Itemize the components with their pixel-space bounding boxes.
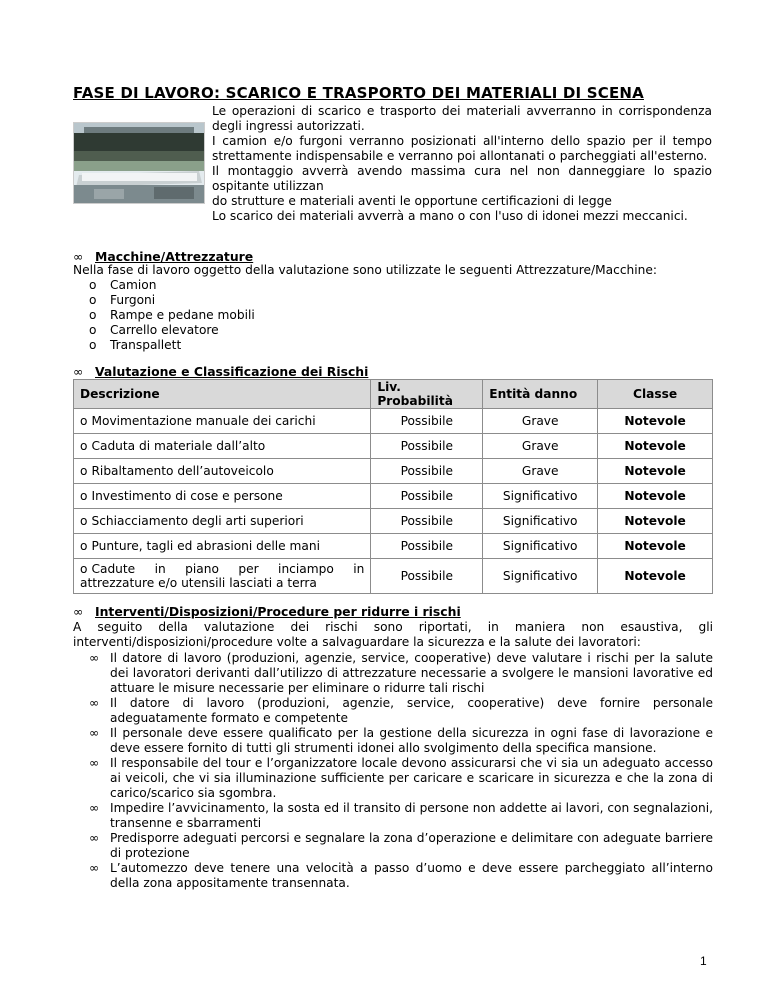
- measures-lead: A seguito della valutazione dei rischi sono riportati, in maniera non esaustiva, gli interventi/disposizioni/procedure volte a salvaguardare la sicurezza e la salute dei lavoratori:: [73, 620, 713, 649]
- risks-heading: ∞ Valutazione e Classificazione dei Rischi: [73, 364, 369, 379]
- table-row: [74, 559, 713, 594]
- stage-photo: [73, 122, 205, 204]
- list-item: ∞ Il personale deve essere qualificato per la gestione della sicurezza in ogni fase di lavorazione e deve essere fornito di tutti gli strumenti idonei allo svolgimento della specifica mansione.: [89, 726, 713, 755]
- circle-bullet-icon: o: [80, 439, 88, 453]
- circle-bullet-icon: o: [89, 323, 97, 337]
- list-item: ∞ Il datore di lavoro (produzioni, agenzie, service, cooperative) deve valutare i rischi per la salute dei lavoratori derivanti dall’utilizzo di attrezzature necessarie a svolgere le mansioni lavorative ed attuare le misure necessarie per eliminare o ridurre tali rischi: [89, 651, 713, 695]
- circle-bullet-icon: o: [89, 338, 97, 352]
- measures-heading: ∞ Interventi/Disposizioni/Procedure per ridurre i rischi: [73, 604, 461, 619]
- risk-probability: Possibile: [371, 409, 483, 434]
- table-row: [74, 459, 713, 484]
- circle-bullet-icon: o: [80, 539, 88, 553]
- risk-damage: Grave: [483, 409, 598, 434]
- risk-probability: Possibile: [371, 484, 483, 509]
- infinity-bullet-icon: ∞: [89, 726, 100, 740]
- risk-description: o Schiacciamento degli arti superiori: [74, 509, 371, 534]
- circle-bullet-icon: o: [89, 293, 97, 307]
- measures-section: [73, 620, 713, 891]
- table-header-row: [74, 380, 713, 409]
- risk-description: o Cadute in piano per inciampo in attrezzature e/o utensili lasciati a terra: [74, 559, 371, 594]
- risk-damage: Grave: [483, 459, 598, 484]
- measures-list: [73, 651, 713, 891]
- risk-probability: Possibile: [371, 509, 483, 534]
- risk-class: Notevole: [598, 409, 713, 434]
- list-item: o Furgoni: [89, 293, 156, 307]
- risk-description: o Punture, tagli ed abrasioni delle mani: [74, 534, 371, 559]
- machines-list: [89, 278, 255, 353]
- risk-class: Notevole: [598, 509, 713, 534]
- risk-damage: Significativo: [483, 509, 598, 534]
- page-title: FASE DI LAVORO: SCARICO E TRASPORTO DEI MATERIALI DI SCENA: [73, 84, 644, 102]
- risk-description: o Movimentazione manuale dei carichi: [74, 409, 371, 434]
- risk-description: o Ribaltamento dell’autoveicolo: [74, 459, 371, 484]
- column-header: Entità danno: [483, 380, 598, 409]
- table-row: [74, 534, 713, 559]
- infinity-bullet-icon: ∞: [73, 364, 84, 379]
- list-item: ∞ Il datore di lavoro (produzioni, agenzie, service, cooperative) deve fornire personale adeguatamente formato e competente: [89, 696, 713, 725]
- list-item: o Rampe e pedane mobili: [89, 308, 255, 322]
- list-item: ∞ Predisporre adeguati percorsi e segnalare la zona d’operazione e delimitare con adeguate barriere di protezione: [89, 831, 713, 860]
- machines-heading: ∞ Macchine/Attrezzature: [73, 249, 254, 264]
- risk-class: Notevole: [598, 434, 713, 459]
- infinity-bullet-icon: ∞: [89, 801, 100, 815]
- risk-class: Notevole: [598, 534, 713, 559]
- column-header: Liv. Probabilità: [371, 380, 483, 409]
- page-number: 1: [700, 954, 707, 968]
- list-item: ∞ L’automezzo deve tenere una velocità a passo d’uomo e deve essere parcheggiato all’interno della zona appositamente transennata.: [89, 861, 713, 890]
- column-header: Descrizione: [74, 380, 371, 409]
- list-item: o Camion: [89, 278, 157, 292]
- table-row: [74, 434, 713, 459]
- risk-description: o Investimento di cose e persone: [74, 484, 371, 509]
- risk-damage: Significativo: [483, 484, 598, 509]
- table-row: [74, 409, 713, 434]
- intro-line: do strutture e materiali aventi le opportune certificazioni di legge: [212, 194, 612, 208]
- infinity-bullet-icon: ∞: [89, 861, 100, 875]
- infinity-bullet-icon: ∞: [89, 651, 100, 665]
- risk-damage: Significativo: [483, 534, 598, 559]
- risk-probability: Possibile: [371, 434, 483, 459]
- intro-line: Le operazioni di scarico e trasporto dei materiali avverranno in corrispondenza degli ingressi autorizzati.: [212, 104, 712, 133]
- risk-probability: Possibile: [371, 534, 483, 559]
- risk-class: Notevole: [598, 484, 713, 509]
- risk-table: [73, 379, 713, 594]
- column-header: Classe: [598, 380, 713, 409]
- circle-bullet-icon: o: [89, 308, 97, 322]
- infinity-bullet-icon: ∞: [89, 831, 100, 845]
- infinity-bullet-icon: ∞: [89, 756, 100, 770]
- infinity-bullet-icon: ∞: [73, 604, 84, 619]
- risk-probability: Possibile: [371, 459, 483, 484]
- risk-class: Notevole: [598, 559, 713, 594]
- circle-bullet-icon: o: [80, 414, 88, 428]
- circle-bullet-icon: o: [89, 278, 97, 292]
- list-item: o Transpallett: [89, 338, 182, 352]
- infinity-bullet-icon: ∞: [89, 696, 100, 710]
- list-item: o Carrello elevatore: [89, 323, 219, 337]
- table-row: [74, 509, 713, 534]
- circle-bullet-icon: o: [80, 489, 88, 503]
- circle-bullet-icon: o: [80, 514, 88, 528]
- risk-damage: Grave: [483, 434, 598, 459]
- intro-line: Il montaggio avverrà avendo massima cura nel non danneggiare lo spazio ospitante utilizzan: [212, 164, 712, 193]
- intro-line: Lo scarico dei materiali avverrà a mano o con l'uso di idonei mezzi meccanici.: [212, 209, 688, 223]
- risk-damage: Significativo: [483, 559, 598, 594]
- list-item: ∞ Impedire l’avvicinamento, la sosta ed il transito di persone non addette ai lavori, con segnalazioni, transenne e sbarramenti: [89, 801, 713, 830]
- infinity-bullet-icon: ∞: [73, 249, 84, 264]
- intro-line: I camion e/o furgoni verranno posizionati all'interno dello spazio per il tempo strettamente indispensabile e verranno poi allontanati o parcheggiati all'esterno.: [212, 134, 712, 163]
- machines-lead: Nella fase di lavoro oggetto della valutazione sono utilizzate le seguenti Attrezzature/Macchine:: [73, 263, 657, 277]
- circle-bullet-icon: o: [80, 562, 88, 576]
- risk-probability: Possibile: [371, 559, 483, 594]
- intro-paragraph: [212, 104, 712, 224]
- list-item: ∞ Il responsabile del tour e l’organizzatore locale devono assicurarsi che vi sia un adeguato accesso ai veicoli, che vi sia illuminazione sufficiente per caricare e scaricare in sicurezza e che la zona di carico/scarico sia sgombra.: [89, 756, 713, 800]
- table-row: [74, 484, 713, 509]
- risk-description: o Caduta di materiale dall’alto: [74, 434, 371, 459]
- circle-bullet-icon: o: [80, 464, 88, 478]
- risk-class: Notevole: [598, 459, 713, 484]
